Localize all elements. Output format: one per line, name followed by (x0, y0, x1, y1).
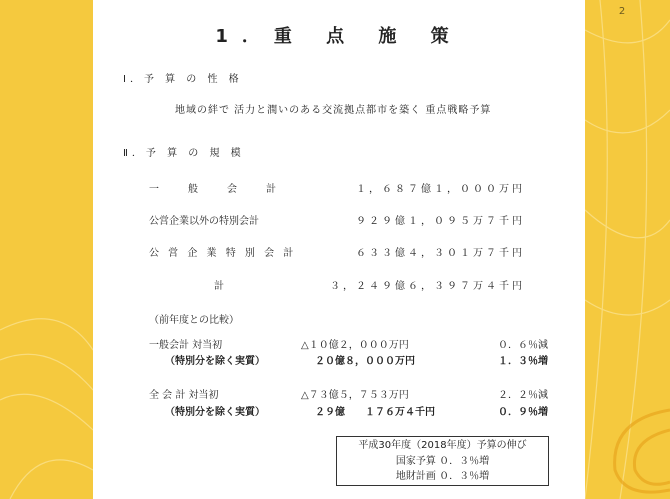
comparison-heading: （前年度との比較） (149, 315, 239, 326)
budget-label-general: 一 般 会 計 (149, 184, 279, 195)
comparison-rate-all: ２．２％減 (498, 390, 548, 401)
growth-box-local: 地財計画 ０．３％増 (395, 471, 490, 482)
comparison-rate-general-real: １．３％増 (498, 356, 548, 367)
budget-amount-general: １，６８７億１，０００万円 (356, 184, 525, 195)
budget-label-total: 計 (214, 281, 224, 292)
section1-heading: Ⅰ．予 算 の 性 格 (123, 74, 243, 85)
comparison-amount-general-real: ２０億８，０００万円 (315, 356, 415, 367)
comparison-label-general: 一般会計 対当初 (149, 340, 223, 351)
document-page (93, 0, 585, 499)
budget-amount-special: ９２９億１，０９５万７千円 (356, 216, 525, 227)
budget-label-special: 公営企業以外の特別会計 (149, 216, 259, 227)
budget-amount-total: ３，２４９億６，３９７万４千円 (330, 281, 525, 292)
page-number: 2 (618, 6, 626, 17)
comparison-amount-all-real: ２９億 １７６万４千円 (315, 407, 435, 418)
section2-heading: Ⅱ．予 算 の 規 模 (123, 148, 245, 159)
growth-box-title: 平成30年度（2018年度）予算の伸び (358, 440, 527, 451)
budget-amount-public-enterprise: ６３３億４，３０１万７千円 (356, 248, 525, 259)
comparison-label-all-real: （特別分を除く実質） (165, 407, 265, 418)
comparison-rate-all-real: ０．９％増 (498, 407, 548, 418)
comparison-label-all: 全 会 計 対当初 (149, 390, 219, 401)
budget-label-public-enterprise: 公 営 企 業 特 別 会 計 (149, 248, 297, 259)
growth-box-national: 国家予算 ０．３％増 (395, 455, 490, 467)
comparison-rate-general: ０．６％減 (498, 340, 548, 351)
comparison-label-general-real: （特別分を除く実質） (165, 356, 265, 367)
section1-content: 地域の絆で 活力と潤いのある交流拠点都市を築く 重点戦略予算 (175, 105, 492, 116)
page-title: 1．重 点 施 策 (215, 26, 463, 47)
comparison-amount-general: △１０億２，０００万円 (301, 340, 409, 351)
growth-rate-box (336, 436, 549, 486)
comparison-amount-all: △７３億５，７５３万円 (301, 390, 409, 401)
